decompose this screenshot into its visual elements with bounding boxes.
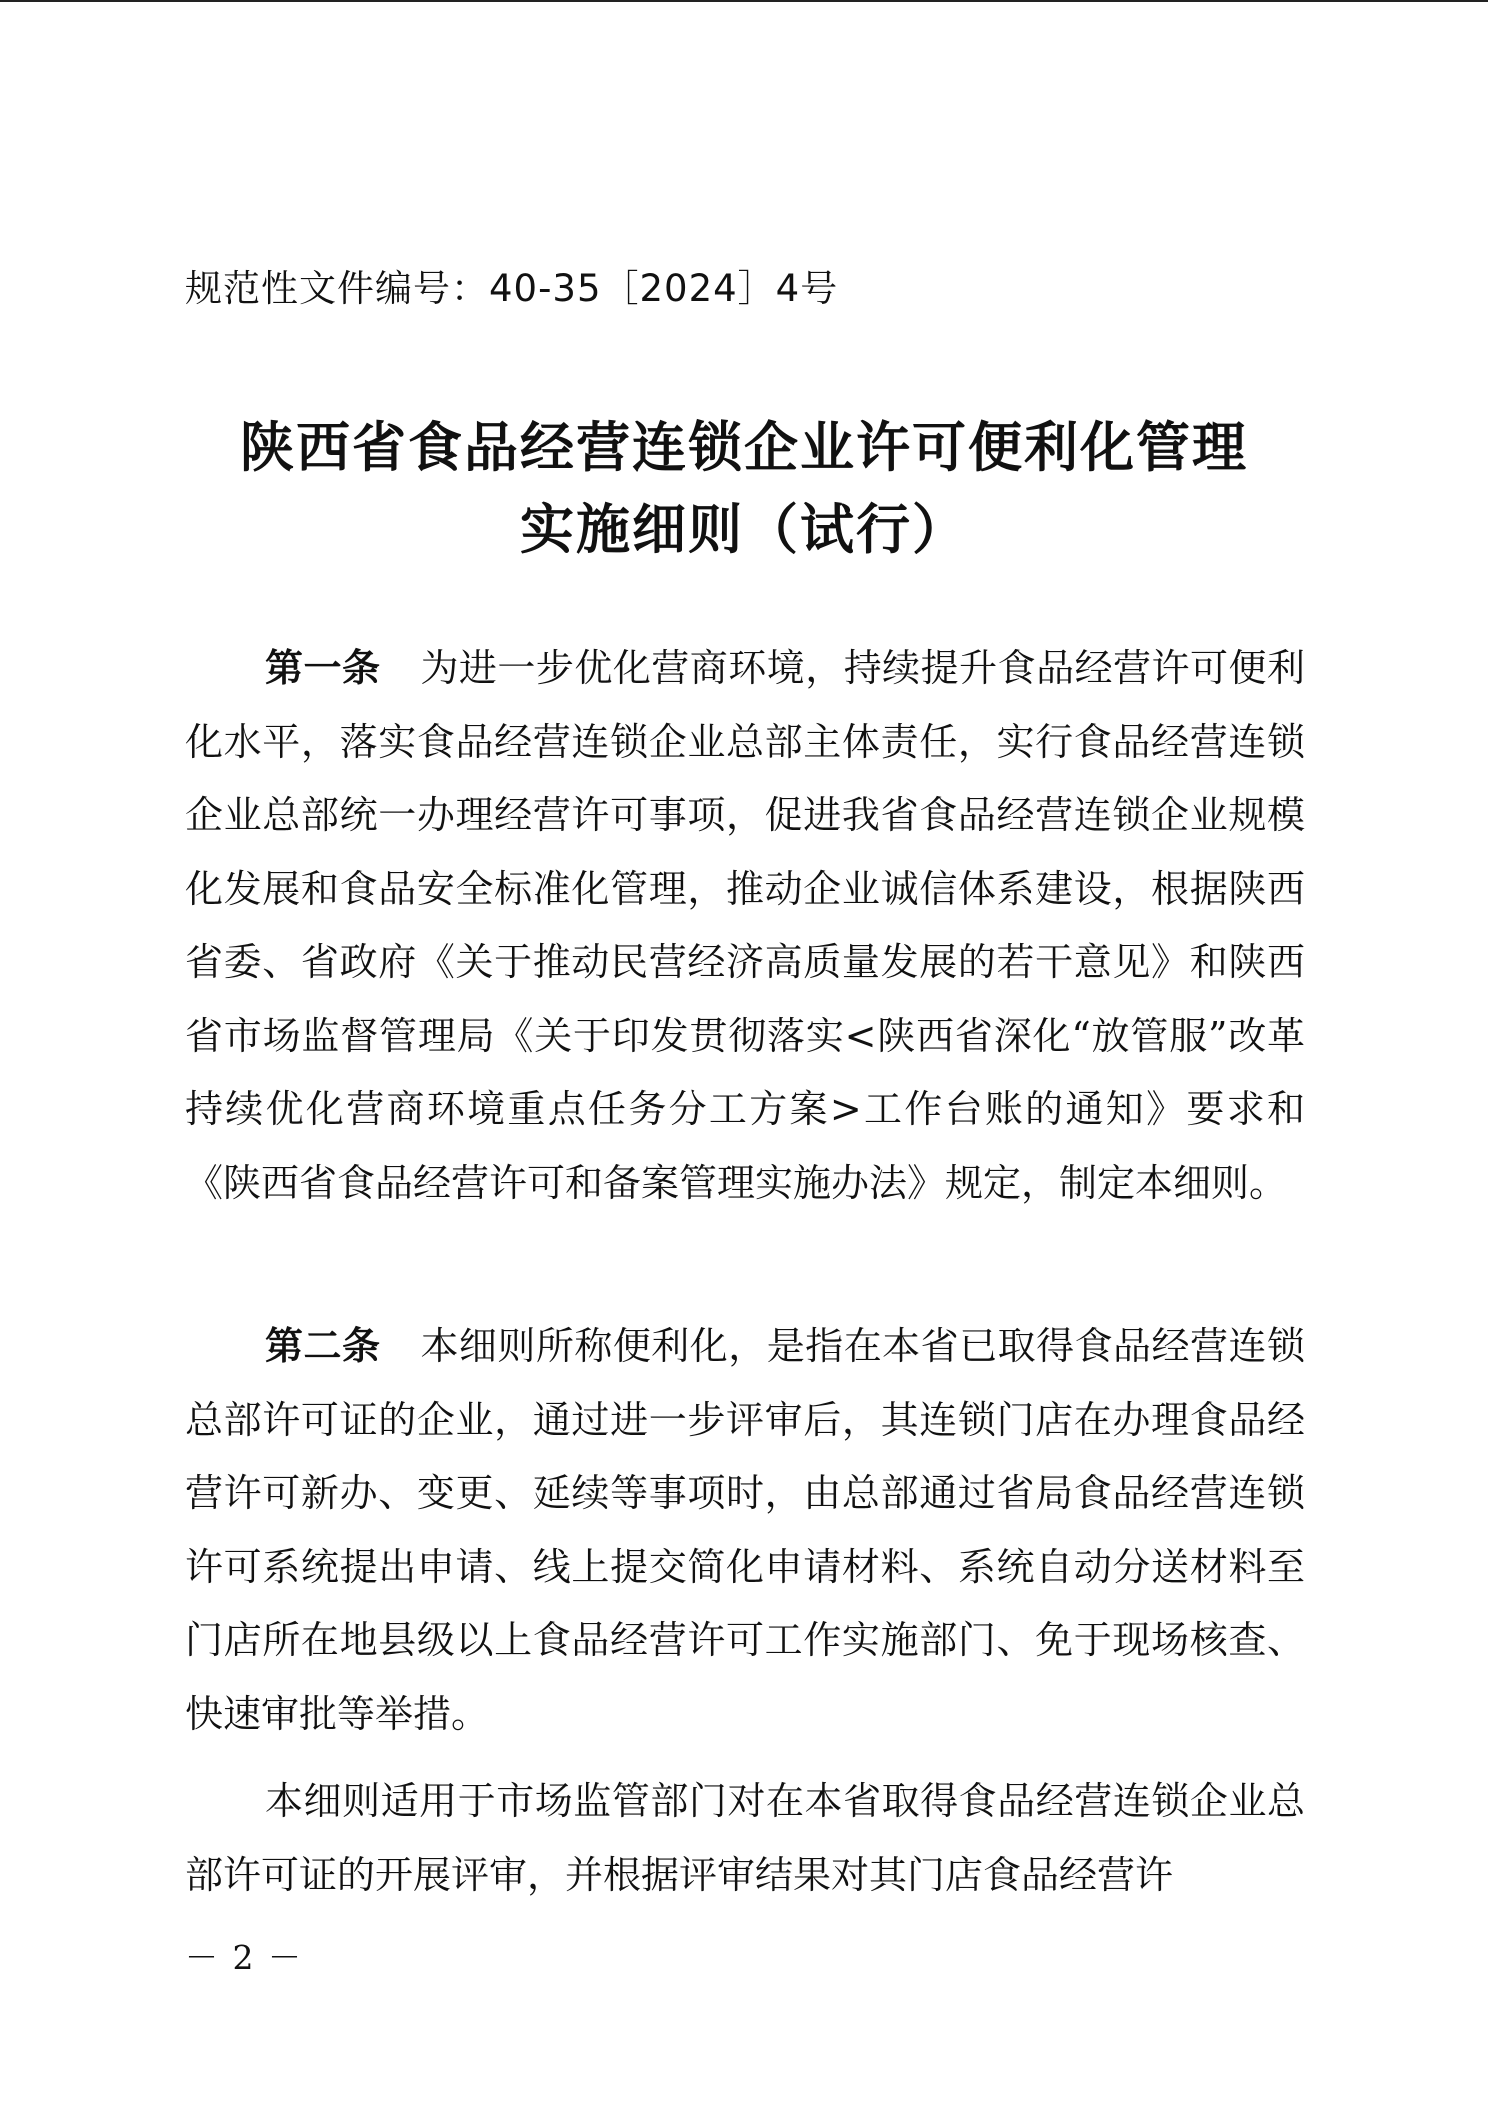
article-paragraph <box>185 632 1305 1220</box>
document-title-line-1: 陕西省食品经营连锁企业许可便利化管理 <box>240 416 1248 479</box>
continuation-paragraph: 本细则适用于市场监管部门对在本省取得食品经营连锁企业总部许可证的开展评审，并根据评审结果对其门店食品经营许 <box>185 1779 1305 1897</box>
document-title-line-2: 实施细则（试行） <box>520 498 968 561</box>
article-paragraph <box>185 1310 1305 1751</box>
document-number: 规范性文件编号：40-35［2024］4号 <box>185 267 839 310</box>
article-text: 本细则所称便利化，是指在本省已取得食品经营连锁总部许可证的企业，通过进一步评审后，其连锁门店在办理食品经营许可新办、变更、延续等事项时，由总部通过省局食品经营连锁许可系统提出申请、线上提交简化申请材料、系统自动分送材料至门店所在地县级以上食品经营许可工作实施部门、免于现场核查、快速审批等举措。 <box>185 1324 1305 1736</box>
page-number: － 2 － <box>185 1938 303 1977</box>
article-label: 第一条 <box>265 646 381 690</box>
page-top-border <box>0 0 1488 2</box>
article-text: 为进一步优化营商环境，持续提升食品经营许可便利化水平，落实食品经营连锁企业总部主体责任，实行食品经营连锁企业总部统一办理经营许可事项，促进我省食品经营连锁企业规模化发展和食品安全标准化管理，推动企业诚信体系建设，根据陕西省委、省政府《关于推动民营经济高质量发展的若干意见》和陕西省市场监督管理局《关于印发贯彻落实<陕西省深化“放管服”改革持续优化营商环境重点任务分工方案>工作台账的通知》要求和《陕西省食品经营许可和备案管理实施办法》规定，制定本细则。 <box>185 646 1305 1205</box>
article-label: 第二条 <box>265 1324 381 1368</box>
